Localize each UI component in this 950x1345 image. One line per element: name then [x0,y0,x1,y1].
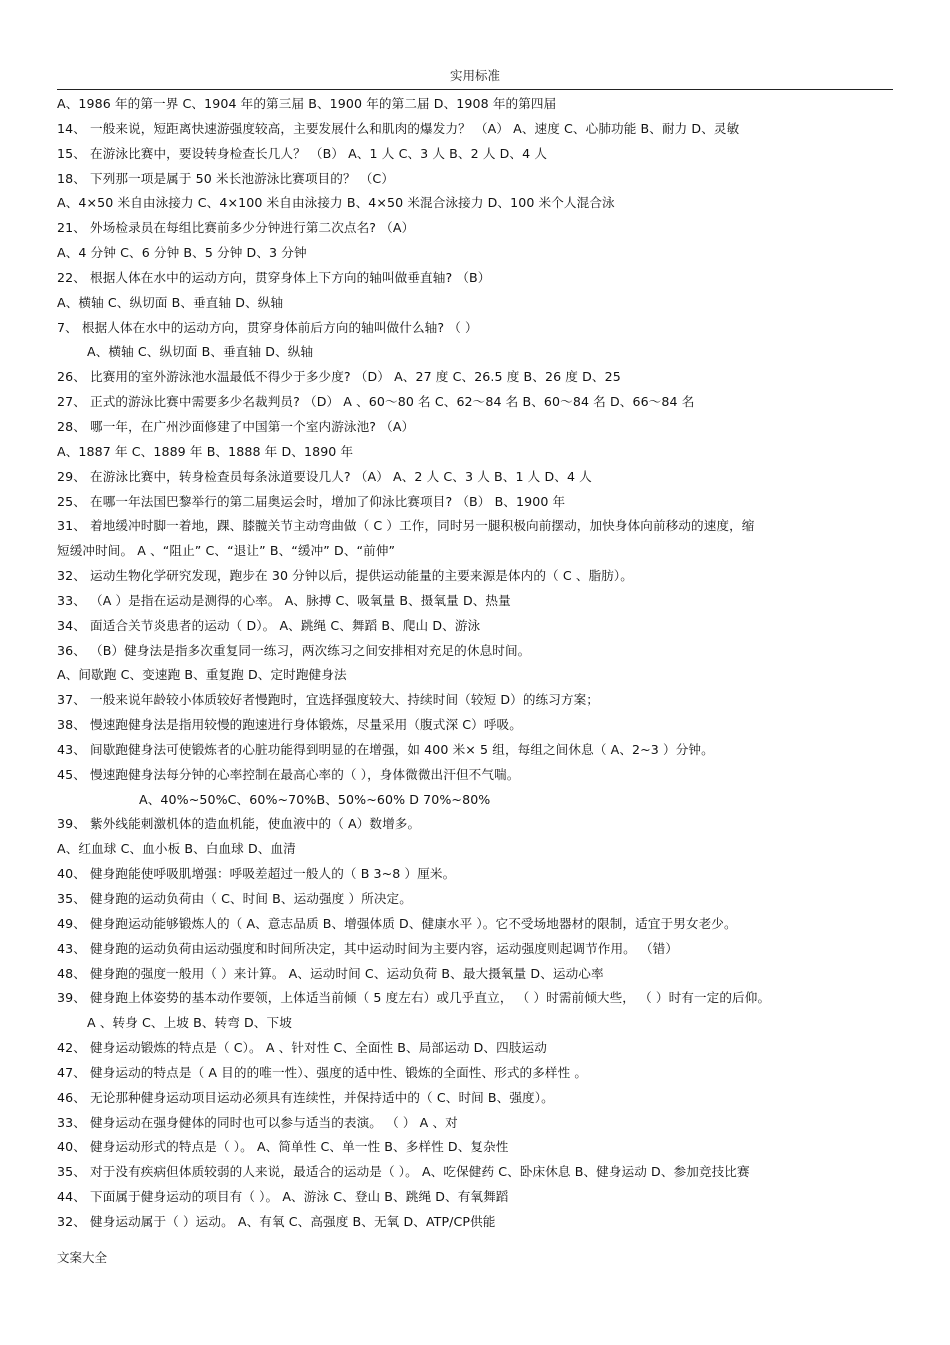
question-line: 22、 根据人体在水中的运动方向，贯穿身体上下方向的轴叫做垂直轴? （B） [57,269,491,285]
question-line: A、横轴 C、纵切面 B、垂直轴 D、纵轴 [57,294,284,310]
question-line: 34、 面适合关节炎患者的运动（ D）。 A、跳绳 C、舞蹈 B、爬山 D、游泳 [57,617,481,633]
question-line: 27、 正式的游泳比赛中需要多少名裁判员? （D） A 、60～80 名 C、62～84 名 B、60～84 名 D、66～84 名 [57,394,695,410]
question-line: 40、 健身跑能使呼吸肌增强：呼吸差超过一般人的（ B 3~8 ）厘米。 [57,866,456,882]
question-line: 36、 （B）健身法是指多次重复同一练习，两次练习之间安排相对充足的休息时间。 [57,642,531,658]
question-line: A、间歇跑 C、变速跑 B、重复跑 D、定时跑健身法 [57,667,347,683]
question-line: 43、 健身跑的运动负荷由运动强度和时间所决定，其中运动时间为主要内容，运动强度则起调节作用。 （错） [57,940,679,956]
question-line: 7、 根据人体在水中的运动方向，贯穿身体前后方向的轴叫做什么轴? （ ） [57,319,478,335]
question-line: 32、 运动生物化学研究发现，跑步在 30 分钟以后，提供运动能量的主要来源是体内的（ C 、脂肪）。 [57,568,634,584]
question-line: 45、 慢速跑健身法每分钟的心率控制在最高心率的（ ），身体微微出汗但不气喘。 [57,766,520,782]
question-line: 18、 下列那一项是属于 50 米长池游泳比赛项目的？ （C） [57,170,395,186]
question-line: 39、 健身跑上体姿势的基本动作要领，上体适当前倾（ 5 度左右）或几乎直立， （ ）时需前倾大些， （ ）时有一定的后仰。 [57,990,771,1006]
question-line: 47、 健身运动的特点是（ A 目的的唯一性）、强度的适中性、锻炼的全面性、形式的多样性 。 [57,1064,588,1080]
question-line: 25、 在哪一年法国巴黎举行的第二届奥运会时，增加了仰泳比赛项目? （B） B、1900 年 [57,493,566,509]
page-header: 实用标准 [449,68,500,83]
question-line: A、40%~50%C、60%~70%B、50%~60% D 70%~80% [139,791,491,807]
question-line: A、横轴 C、纵切面 B、垂直轴 D、纵轴 [87,344,314,360]
question-line: 28、 哪一年，在广州沙面修建了中国第一个室内游泳池? （A） [57,418,415,434]
question-line: 短缓冲时间。 A 、“阻止” C、“退让” B、“缓冲” D、“前伸” [57,543,396,559]
question-line: A、红血球 C、血小板 B、白血球 D、血清 [57,841,296,857]
question-line: 33、 （A ）是指在运动是测得的心率。 A、脉搏 C、吸氧量 B、摄氧量 D、热量 [57,592,511,608]
question-line: A、1986 年的第一界 C、1904 年的第三届 B、1900 年的第二届 D、1908 年的第四届 [57,96,557,111]
question-line: 15、 在游泳比赛中，要设转身检查长几人？ （B） A、1 人 C、3 人 B、2 人 D、4 人 [57,145,548,161]
question-line: 40、 健身运动形式的特点是（ ）。 A、简单性 C、单一性 B、多样性 D、复杂性 [57,1139,509,1155]
question-line: 35、 对于没有疾病但体质较弱的人来说，最适合的运动是（ ）。 A、吃保健药 C、卧床休息 B、健身运动 D、参加竞技比赛 [57,1164,750,1180]
question-line: 49、 健身跑运动能够锻炼人的（ A、意志品质 B、增强体质 D、健康水平 ）。它不受场地器材的限制，适宜于男女老少。 [57,915,737,931]
header-rule [57,89,893,90]
question-line: 46、 无论那种健身运动项目运动必须具有连续性，并保持适中的（ C、时间 B、强度）。 [57,1089,554,1105]
question-line: A、4 分钟 C、6 分钟 B、5 分钟 D、3 分钟 [57,245,307,261]
question-line: 32、 健身运动属于（ ）运动。 A、有氧 C、高强度 B、无氧 D、ATP/CP供能 [57,1213,496,1229]
question-line: 21、 外场检录员在每组比赛前多少分钟进行第二次点名? （A） [57,220,415,236]
question-line: 35、 健身跑的运动负荷由（ C、时间 B、运动强度 ）所决定。 [57,891,412,906]
question-line: 37、 一般来说年龄较小体质较好者慢跑时，宜选择强度较大、持续时间（较短 D）的练习方案； [57,692,599,708]
question-line: 31、 着地缓冲时脚一着地，踝、膝髋关节主动弯曲做（ C ）工作，同时另一腿积极向前摆动，加快身体向前移动的速度，缩 [57,518,755,534]
question-list [57,92,893,1235]
question-line: 48、 健身跑的强度一般用（ ）来计算。 A、运动时间 C、运动负荷 B、最大摄氧量 D、运动心率 [57,965,604,981]
question-line: 43、 间歇跑健身法可使锻炼者的心脏功能得到明显的在增强，如 400 米× 5 组，每组之间休息（ A、2~3 ）分钟。 [57,741,714,757]
question-line: A、4×50 米自由泳接力 C、4×100 米自由泳接力 B、4×50 米混合泳接力 D、100 米个人混合泳 [57,195,615,211]
question-line: A 、转身 C、上坡 B、转弯 D、下坡 [87,1015,292,1031]
question-line: 14、 一般来说，短距离快速游强度较高，主要发展什么和肌肉的爆发力？ （A） A、速度 C、心肺功能 B、耐力 D、灵敏 [57,120,740,136]
question-line: 39、 紫外线能刺激机体的造血机能，使血液中的（ A）数增多。 [57,816,421,832]
question-line: 42、 健身运动锻炼的特点是（ C）。 A 、针对性 C、全面性 B、局部运动 D、四肢运动 [57,1040,547,1056]
question-line: 33、 健身运动在强身健体的同时也可以参与适当的表演。 （ ） A 、对 [57,1114,458,1130]
question-line: A、1887 年 C、1889 年 B、1888 年 D、1890 年 [57,443,354,459]
question-line: 26、 比赛用的室外游泳池水温最低不得少于多少度? （D） A、27 度 C、26.5 度 B、26 度 D、25 [57,369,621,385]
question-line: 38、 慢速跑健身法是指用较慢的跑速进行身体锻炼，尽量采用（腹式深 C）呼吸。 [57,717,522,733]
question-line: 29、 在游泳比赛中，转身检查员每条泳道要设几人? （A） A、2 人 C、3 人 B、1 人 D、4 人 [57,468,592,484]
page-footer: 文案大全 [57,1250,108,1265]
question-line: 44、 下面属于健身运动的项目有（ ）。 A、游泳 C、登山 B、跳绳 D、有氧舞蹈 [57,1189,509,1205]
